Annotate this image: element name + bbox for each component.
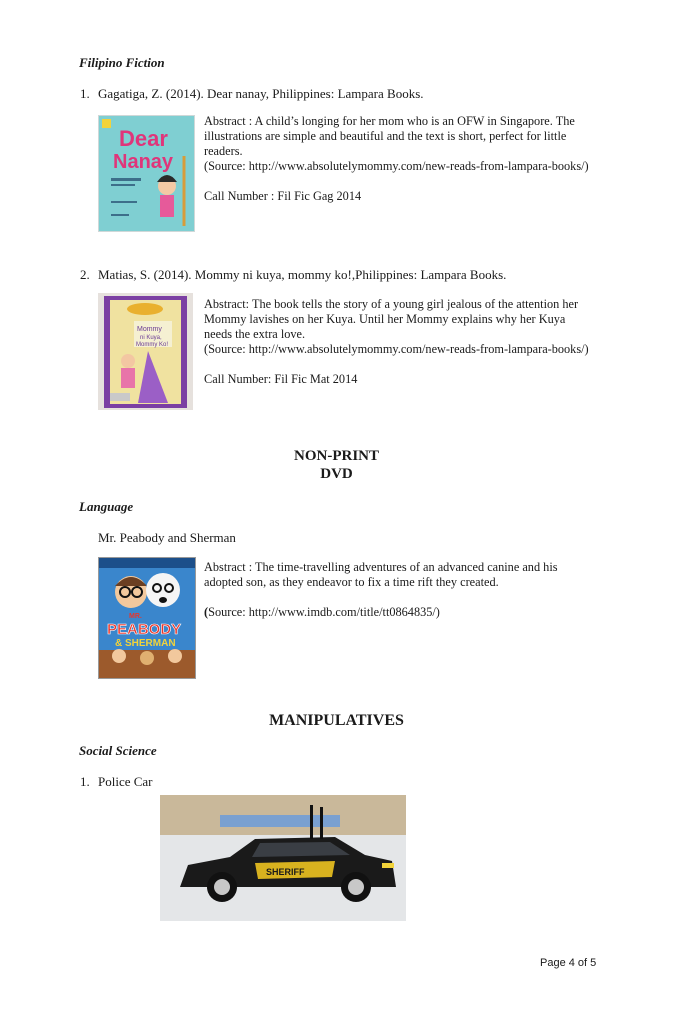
book-citation: Matias, S. (2014). Mommy ni kuya, mommy ko!,Philippines: Lampara Books. <box>98 267 507 282</box>
svg-text:Dear: Dear <box>119 126 168 151</box>
call-number: Call Number: Fil Fic Mat 2014 <box>204 372 358 386</box>
dvd-cover-illustration <box>99 558 195 678</box>
call-number: Call Number : Fil Fic Gag 2014 <box>204 189 362 203</box>
source-open-paren: ( <box>204 605 209 619</box>
abstract-label: Abstract : <box>204 560 256 574</box>
svg-text:Mommy: Mommy <box>137 326 162 333</box>
dvd-cover-line-sherman: & SHERMAN <box>115 638 176 649</box>
svg-text:Nanay: Nanay <box>113 151 174 173</box>
book-abstract-block <box>204 297 594 387</box>
manipulative-number: 1. <box>80 774 90 789</box>
dvd-abstract-block <box>204 560 594 620</box>
dvd-cover-line-mr: MR. <box>129 613 142 620</box>
car-label: SHERIFF <box>266 867 305 877</box>
abstract-source: (Source: http://www.absolutelymommy.com/new-reads-from-lampara-books/) <box>204 342 589 356</box>
heading-dvd: DVD <box>320 466 353 482</box>
abstract-text: The time-travelling adventures of an advanced canine and his adopted son, as they endeavor to fix a time rift they created. <box>204 560 558 589</box>
police-car-illustration <box>160 795 406 921</box>
section-heading-filipino-fiction: Filipino Fiction <box>79 55 165 70</box>
section-heading-language: Language <box>79 499 134 514</box>
abstract-source: Source: http://www.imdb.com/title/tt0864835/) <box>208 605 440 619</box>
book-cover-illustration <box>99 116 194 231</box>
heading-manipulatives: MANIPULATIVES <box>269 712 404 729</box>
book-cover-mommy-ni-kuya <box>98 293 193 410</box>
book-entry-number: 2. <box>80 267 90 282</box>
book-citation: Gagatiga, Z. (2014). Dear nanay, Philippines: Lampara Books. <box>98 86 424 101</box>
abstract-source: (Source: http://www.absolutelymommy.com/new-reads-from-lampara-books/) <box>204 159 589 173</box>
manipulative-title: Police Car <box>98 774 153 789</box>
abstract-text: A child’s longing for her mom who is an OFW in Singapore. The illustrations are simple and beautiful and the text is short, perfect for little readers. <box>204 114 575 158</box>
dvd-cover-mr-peabody <box>98 557 196 679</box>
abstract-label: Abstract : <box>204 114 255 128</box>
book-cover-dear-nanay <box>98 115 195 232</box>
police-car-photo <box>160 795 406 921</box>
book-cover-illustration <box>98 293 193 410</box>
book-abstract-block <box>204 114 594 204</box>
book-entry-number: 1. <box>80 86 90 101</box>
svg-text:Mommy Ko!: Mommy Ko! <box>136 342 169 348</box>
page-number: Page 4 of 5 <box>540 957 597 969</box>
abstract-text: The book tells the story of a young girl jealous of the attention her Mommy lavishes on her Kuya. Until her Mommy explains why her Kuya needs the extra love. <box>204 297 579 341</box>
dvd-title: Mr. Peabody and Sherman <box>98 530 236 545</box>
svg-text:ni Kuya,: ni Kuya, <box>140 335 162 341</box>
abstract-label: Abstract: <box>204 297 252 311</box>
section-heading-social-science: Social Science <box>79 743 157 758</box>
heading-nonprint: NON-PRINT <box>294 448 379 464</box>
dvd-cover-line-peabody: PEABODY <box>107 621 182 638</box>
